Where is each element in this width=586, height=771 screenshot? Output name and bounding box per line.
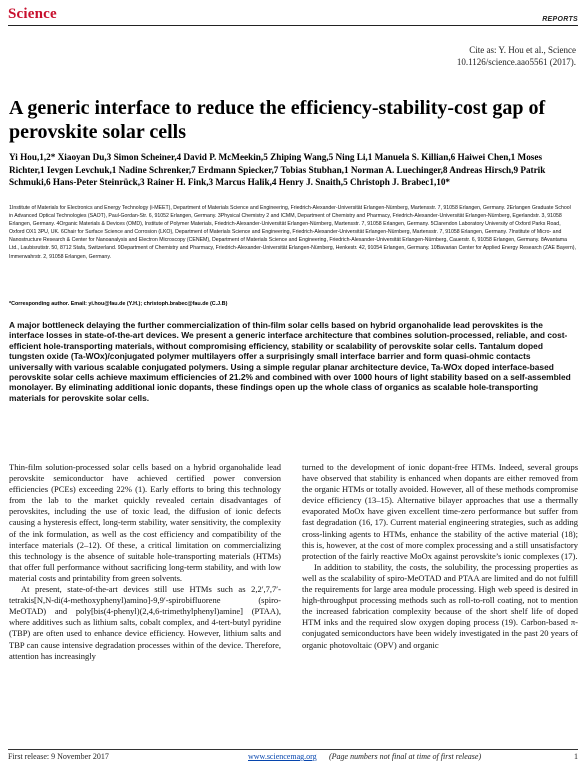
body-column-right [302,462,578,651]
abstract: A major bottleneck delaying the further commercialization of thin-film solar cells based on hybrid organohalide lead perovskites is the interface losses in state-of-the-art devices. We present a generic interface architecture that combines solution-processed, reliable, and cost-efficient hole-transporting materials, without compromising efficiency, stability or scalability of perovskite solar cells. Tantalum doped tungsten oxide (Ta-WOx)/conjugated polymer multilayers offer a surprisingly small interface barrier and form quasi-ohmic contacts universally with various scalable conjugated polymers. Using a simple regular planar architecture device, Ta-WOx doped interface-based perovskite solar cells achieve maximum efficiencies of 21.2% and combined with over 1000 hours of light stability based on a self-assembled monolayer. By eliminating additional ionic dopants, these findings open up the whole class of organics as scalable hole-transporting materials for perovskite solar cells. [9,320,571,403]
page-number: 1 [574,752,578,761]
first-release-date: First release: 9 November 2017 [8,752,109,761]
citation-line-1: Cite as: Y. Hou et al., Science [469,45,576,55]
page-footer [8,749,578,765]
section-label: REPORTS [542,16,578,23]
affiliations: 1Institute of Materials for Electronics and Energy Technology (i-MEET), Department of Materials Science and Engineering, Friedrich-Alexander-Universität Erlangen-Nürnberg, Martensstr. 7, 91058 Erlangen, Germany. 2Erlangen Graduate School in Advanced Optical Technologies (SAOT), Paul-Gordan-Str. 6, 91052 Erlangen, Germany. 3Physical Chemistry 2 and ICMM, Department of Chemistry and Pharmacy, Friedrich-Alexander-Universität Erlangen-Nürnberg, Egerlandstr. 3, 91058 Erlangen, Germany. 4Organic Materials & Devices (OMD), Institute of Polymer Materials, Friedrich-Alexander-Universität Erlangen-Nürnberg, Martensstr. 7, 91058 Erlangen, Germany. 5Clarendon Laboratory University of Oxford Parks Road, Oxford OX1 3PU, UK. 6Chair for Surface Science and Corrosion (LKO), Department of Materials Science and Engineering, Friedrich-Alexander-Universität Erlangen-Nürnberg, Martensstr. 7, 91058 Erlangen, Germany. 7Institute of Micro- and Nanostructure Research & Center for Nanoanalysis and Electron Microscopy (CENEM), Department of Materials Science and Engineering, Friedrich-Alexander-Universität Erlangen-Nürnberg, Cauerstr. 6, 91058 Erlangen, Germany. 8Avantama Ltd., Laubisrutistr. 50, 8712 Stafa, Switzerland. 9Department of Chemistry and Pharmacy, Friedrich-Alexander-Universität Erlangen-Nürnberg, Henkestr. 42, 91054 Erlangen, Germany. 10Bavarian Center for Applied Energy Research (ZAE Bayern), Immerwahrstr. 2, 91058 Erlangen, Germany. [9,205,576,260]
corresponding-author: *Corresponding author. Email: yi.hou@fau.de (Y.H.); christoph.brabec@fau.de (C.J.B) [9,301,228,307]
body-paragraph: Thin-film solution-processed solar cells based on a hybrid organohalide lead perovskite semiconductor have achieved certified power conversion efficiencies (PCEs) exceeding 22% (1). Early efforts to bring this technology from the lab to the market quickly revealed certain disadvantages of perovskites, including the use of toxic lead, the diffusion of ionic defects causing a hysteresis effect, long-term stability, water sensitivity, the complexity of the ink formulation, as well as the cost efficiency and compatibility of the interface materials (2–12). Of these, a critical limitation on commercializing this technology is the absence of suitable hole-transporting materials (HTMs) that offer full performance without sacrificing long-term stability, and with low material costs and printability from green solvents. [9,462,281,583]
body-paragraph: At present, state-of-the-art devices still use HTMs such as 2,2′,7,7′-tetrakis[N,N-di(4-methoxyphenyl)amino]-9,9′-spirobifluorene (spiro-MeOTAD) and poly[bis(4-phenyl)(2,4,6-trimethylphenyl)amine] (PTAA), where additives such as lithium salts, cobalt complex, and 4-tert-butyl pyridine (TBP) are often used to enhance device efficiency. However, lithium salts and TBP can cause intensive degradation processes within of the device. Therefore, attention has increasingly [9,584,281,661]
header-divider [8,25,578,26]
body-paragraph: turned to the development of ionic dopant-free HTMs. Indeed, several groups have observed that stability is enhanced when dopants are either removed from the organic HTMs or totally avoided. However, all of these methods compromise device efficiency (13–15). Alternative bilayer approaches that use a thermally evaporated MoOx have given excellent time-zero performance but suffer from fast degradation (16, 17). Current material engineering strategies, such as adding cross-linking agents to HTMs, enhance the stability of the active material (18); this is, however, at the cost of more complex processing and a still unsatisfactory protection of the fairly reactive MoOx against perovskite’s ionic complexes (17). [302,462,578,561]
article-title: A generic interface to reduce the efficiency-stability-cost gap of perovskite solar cells [9,97,546,144]
journal-url-link[interactable]: www.sciencemag.org [248,752,317,761]
page-number-note: (Page numbers not final at time of first release) [329,752,482,761]
author-list: Yi Hou,1,2* Xiaoyan Du,3 Simon Scheiner,4 David P. McMeekin,5 Zhiping Wang,5 Ning Li,1 Manuela S. Killian,6 Haiwei Chen,1 Moses Richter,1 Ievgen Levchuk,1 Nadine Schrenker,7 Erdmann Spiecker,7 Tobias Stubhan,1 Norman A. Luechinger,8 Andreas Hirsch,9 Patrik Schmuki,6 Hans-Peter Steinrück,3 Rainer H. Fink,3 Marcus Halik,4 Henry J. Snaith,5 Christoph J. Brabec1,10* [9,152,546,188]
journal-logo[interactable]: Science [8,6,57,22]
journal-header [8,6,578,26]
body-column-left [9,462,281,662]
footer-divider [8,749,578,750]
citation-line-2[interactable]: 10.1126/science.aao5561 (2017). [456,57,576,67]
body-paragraph: In addition to stability, the costs, the solubility, the processing properties as well as the scalability of spiro-MeOTAD and PTAA are limited and do not fulfill the requirements for large area module processing. High web speed is desired in high-throughput processing methods such as roll-to-roll coating, not to mention the increased fabrication complexity because of the short shelf life of doped HTM inks and the required slow oxygen doping process (19). Carbon-based π-conjugated semiconductors have been widely investigated in the past 20 years of organic photovoltaic (OPV) and organic [302,561,578,650]
citation-block [356,44,576,68]
